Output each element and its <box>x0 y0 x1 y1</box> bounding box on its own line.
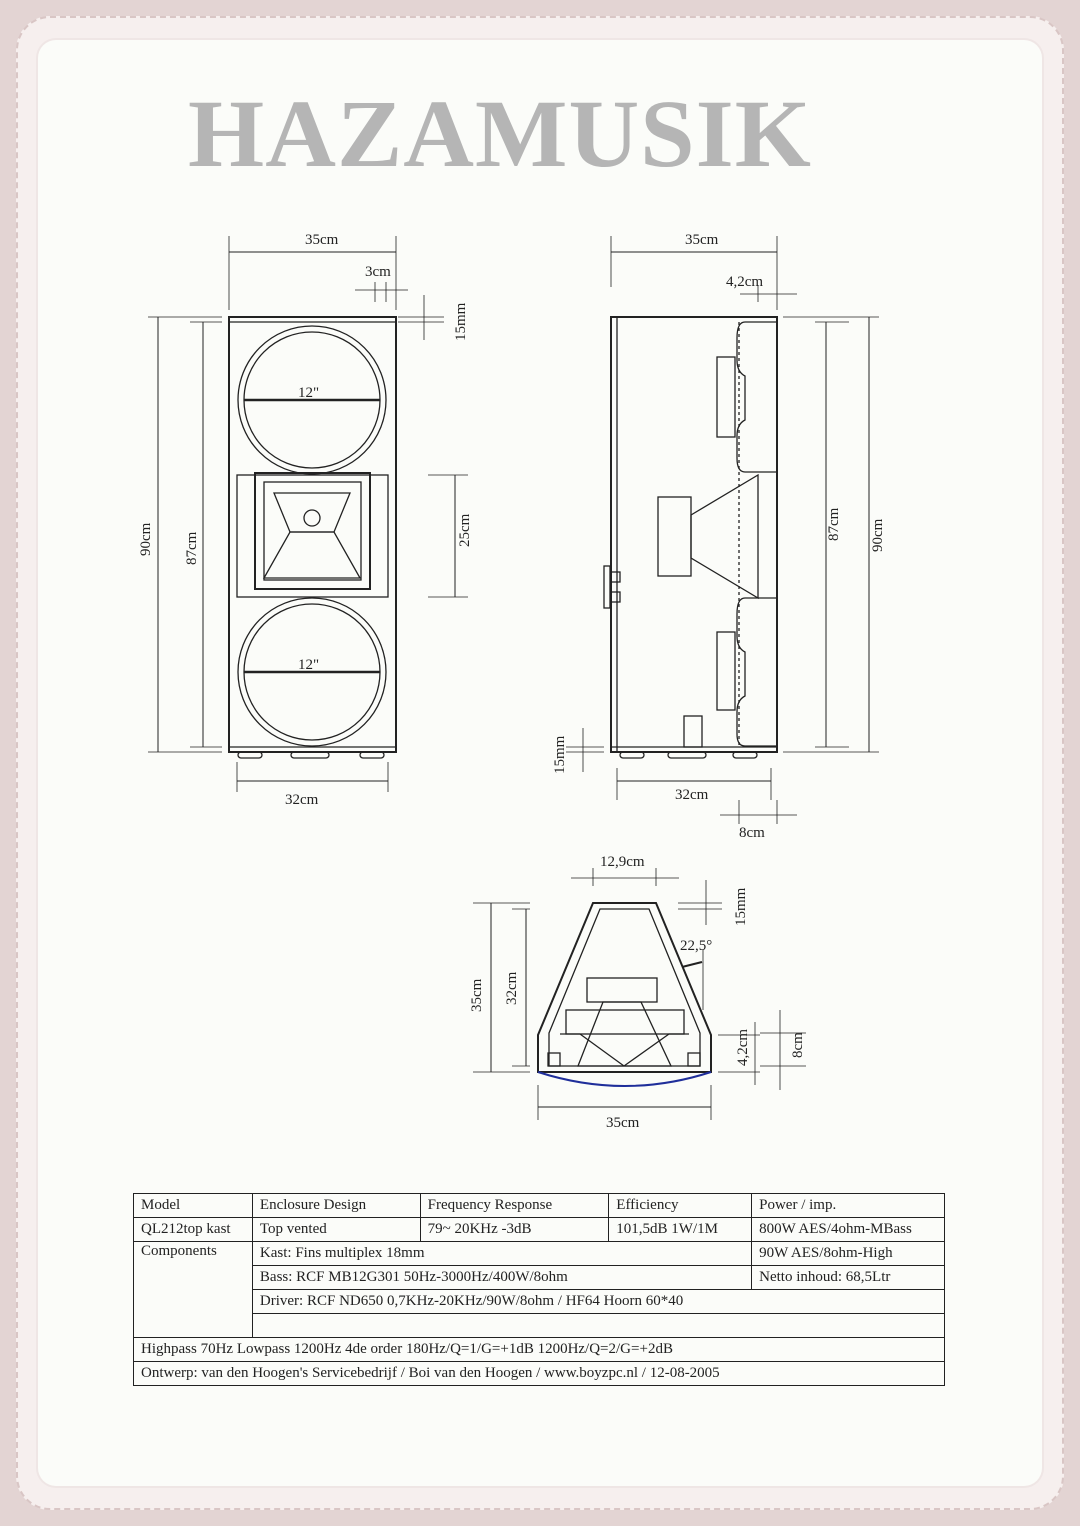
upper-magnet <box>717 357 735 437</box>
side-offset-label: 8cm <box>739 825 765 841</box>
spec-filter-row <box>134 1338 945 1362</box>
side-cabinet-outline <box>611 317 777 752</box>
spec-table <box>133 1193 945 1386</box>
lower-magnet <box>717 632 735 710</box>
spec-driver-row <box>134 1290 945 1314</box>
header-model: Model <box>134 1194 253 1218</box>
side-base-width-label: 32cm <box>675 787 709 803</box>
front-view <box>148 236 468 792</box>
value-efficiency: 101,5dB 1W/1M <box>609 1218 752 1242</box>
spec-value-row <box>134 1218 945 1242</box>
top-width-label: 12,9cm <box>600 854 645 870</box>
spec-components-row <box>134 1242 945 1266</box>
value-frequency: 79~ 20KHz -3dB <box>420 1218 609 1242</box>
top-outer-depth-label: 35cm <box>469 978 485 1012</box>
value-power-bass: 800W AES/4ohm-MBass <box>752 1218 945 1242</box>
top-inner-depth-label: 32cm <box>504 971 520 1005</box>
front-panel-label: 3cm <box>365 264 391 280</box>
side-bottom-panel-label: 15mm <box>552 735 568 774</box>
side-width-label: 35cm <box>685 232 719 248</box>
front-inner-height-label: 87cm <box>184 531 200 565</box>
header-power: Power / imp. <box>752 1194 945 1218</box>
spec-empty-row <box>134 1314 945 1338</box>
top-driver-body <box>587 978 657 1002</box>
front-outer-height-label: 90cm <box>138 522 154 556</box>
value-netto: Netto inhoud: 68,5Ltr <box>752 1266 945 1290</box>
component-driver: Driver: RCF ND650 0,7KHz-20KHz/90W/8ohm / HF64 Hoorn 60*40 <box>252 1290 944 1314</box>
front-top-panel-label: 15mm <box>453 302 469 341</box>
top-baffle-label: 4,2cm <box>735 1028 751 1066</box>
side-outer-height-label: 90cm <box>870 518 886 552</box>
top-woofer-size: 12" <box>298 385 320 401</box>
top-view <box>473 868 806 1120</box>
design-credit: Ontwerp: van den Hoogen's Servicebedrijf / Boi van den Hoogen / www.boyzpc.nl / 12-08-2005 <box>134 1362 945 1386</box>
driver-body <box>658 497 691 576</box>
filter-spec: Highpass 70Hz Lowpass 1200Hz 4de order 180Hz/Q=1/G=+1dB 1200Hz/Q=2/G=+2dB <box>134 1338 945 1362</box>
top-base-width-label: 35cm <box>606 1115 640 1131</box>
bottom-woofer-size: 12" <box>298 657 320 673</box>
side-view-labels <box>552 232 886 841</box>
angle-label: 22,5° <box>680 938 713 954</box>
header-frequency: Frequency Response <box>420 1194 609 1218</box>
value-model: QL212top kast <box>134 1218 253 1242</box>
top-panel-label: 15mm <box>733 887 749 926</box>
top-offset-label: 8cm <box>790 1032 806 1058</box>
component-empty <box>252 1314 944 1338</box>
side-baffle-label: 4,2cm <box>726 274 764 290</box>
header-efficiency: Efficiency <box>609 1194 752 1218</box>
front-base-width-label: 32cm <box>285 792 319 808</box>
spec-bass-row <box>134 1266 945 1290</box>
horn-height-label: 25cm <box>457 513 473 547</box>
value-enclosure: Top vented <box>252 1218 420 1242</box>
side-inner-height-label: 87cm <box>826 507 842 541</box>
brand-title: HAZAMUSIK <box>188 80 812 187</box>
front-view-labels <box>138 232 473 808</box>
header-enclosure: Enclosure Design <box>252 1194 420 1218</box>
side-horn <box>691 475 758 598</box>
top-view-labels <box>469 854 806 1131</box>
front-grille-curve <box>538 1072 711 1086</box>
spec-header-row <box>134 1194 945 1218</box>
driver-throat <box>304 510 320 526</box>
component-bass: Bass: RCF MB12G301 50Hz-3000Hz/400W/8ohm <box>252 1266 751 1290</box>
components-label: Components <box>134 1242 253 1338</box>
front-width-label: 35cm <box>305 232 339 248</box>
value-power-high: 90W AES/8ohm-High <box>752 1242 945 1266</box>
spec-credit-row <box>134 1362 945 1386</box>
top-cabinet-outline <box>538 903 711 1072</box>
component-kast: Kast: Fins multiplex 18mm <box>252 1242 751 1266</box>
